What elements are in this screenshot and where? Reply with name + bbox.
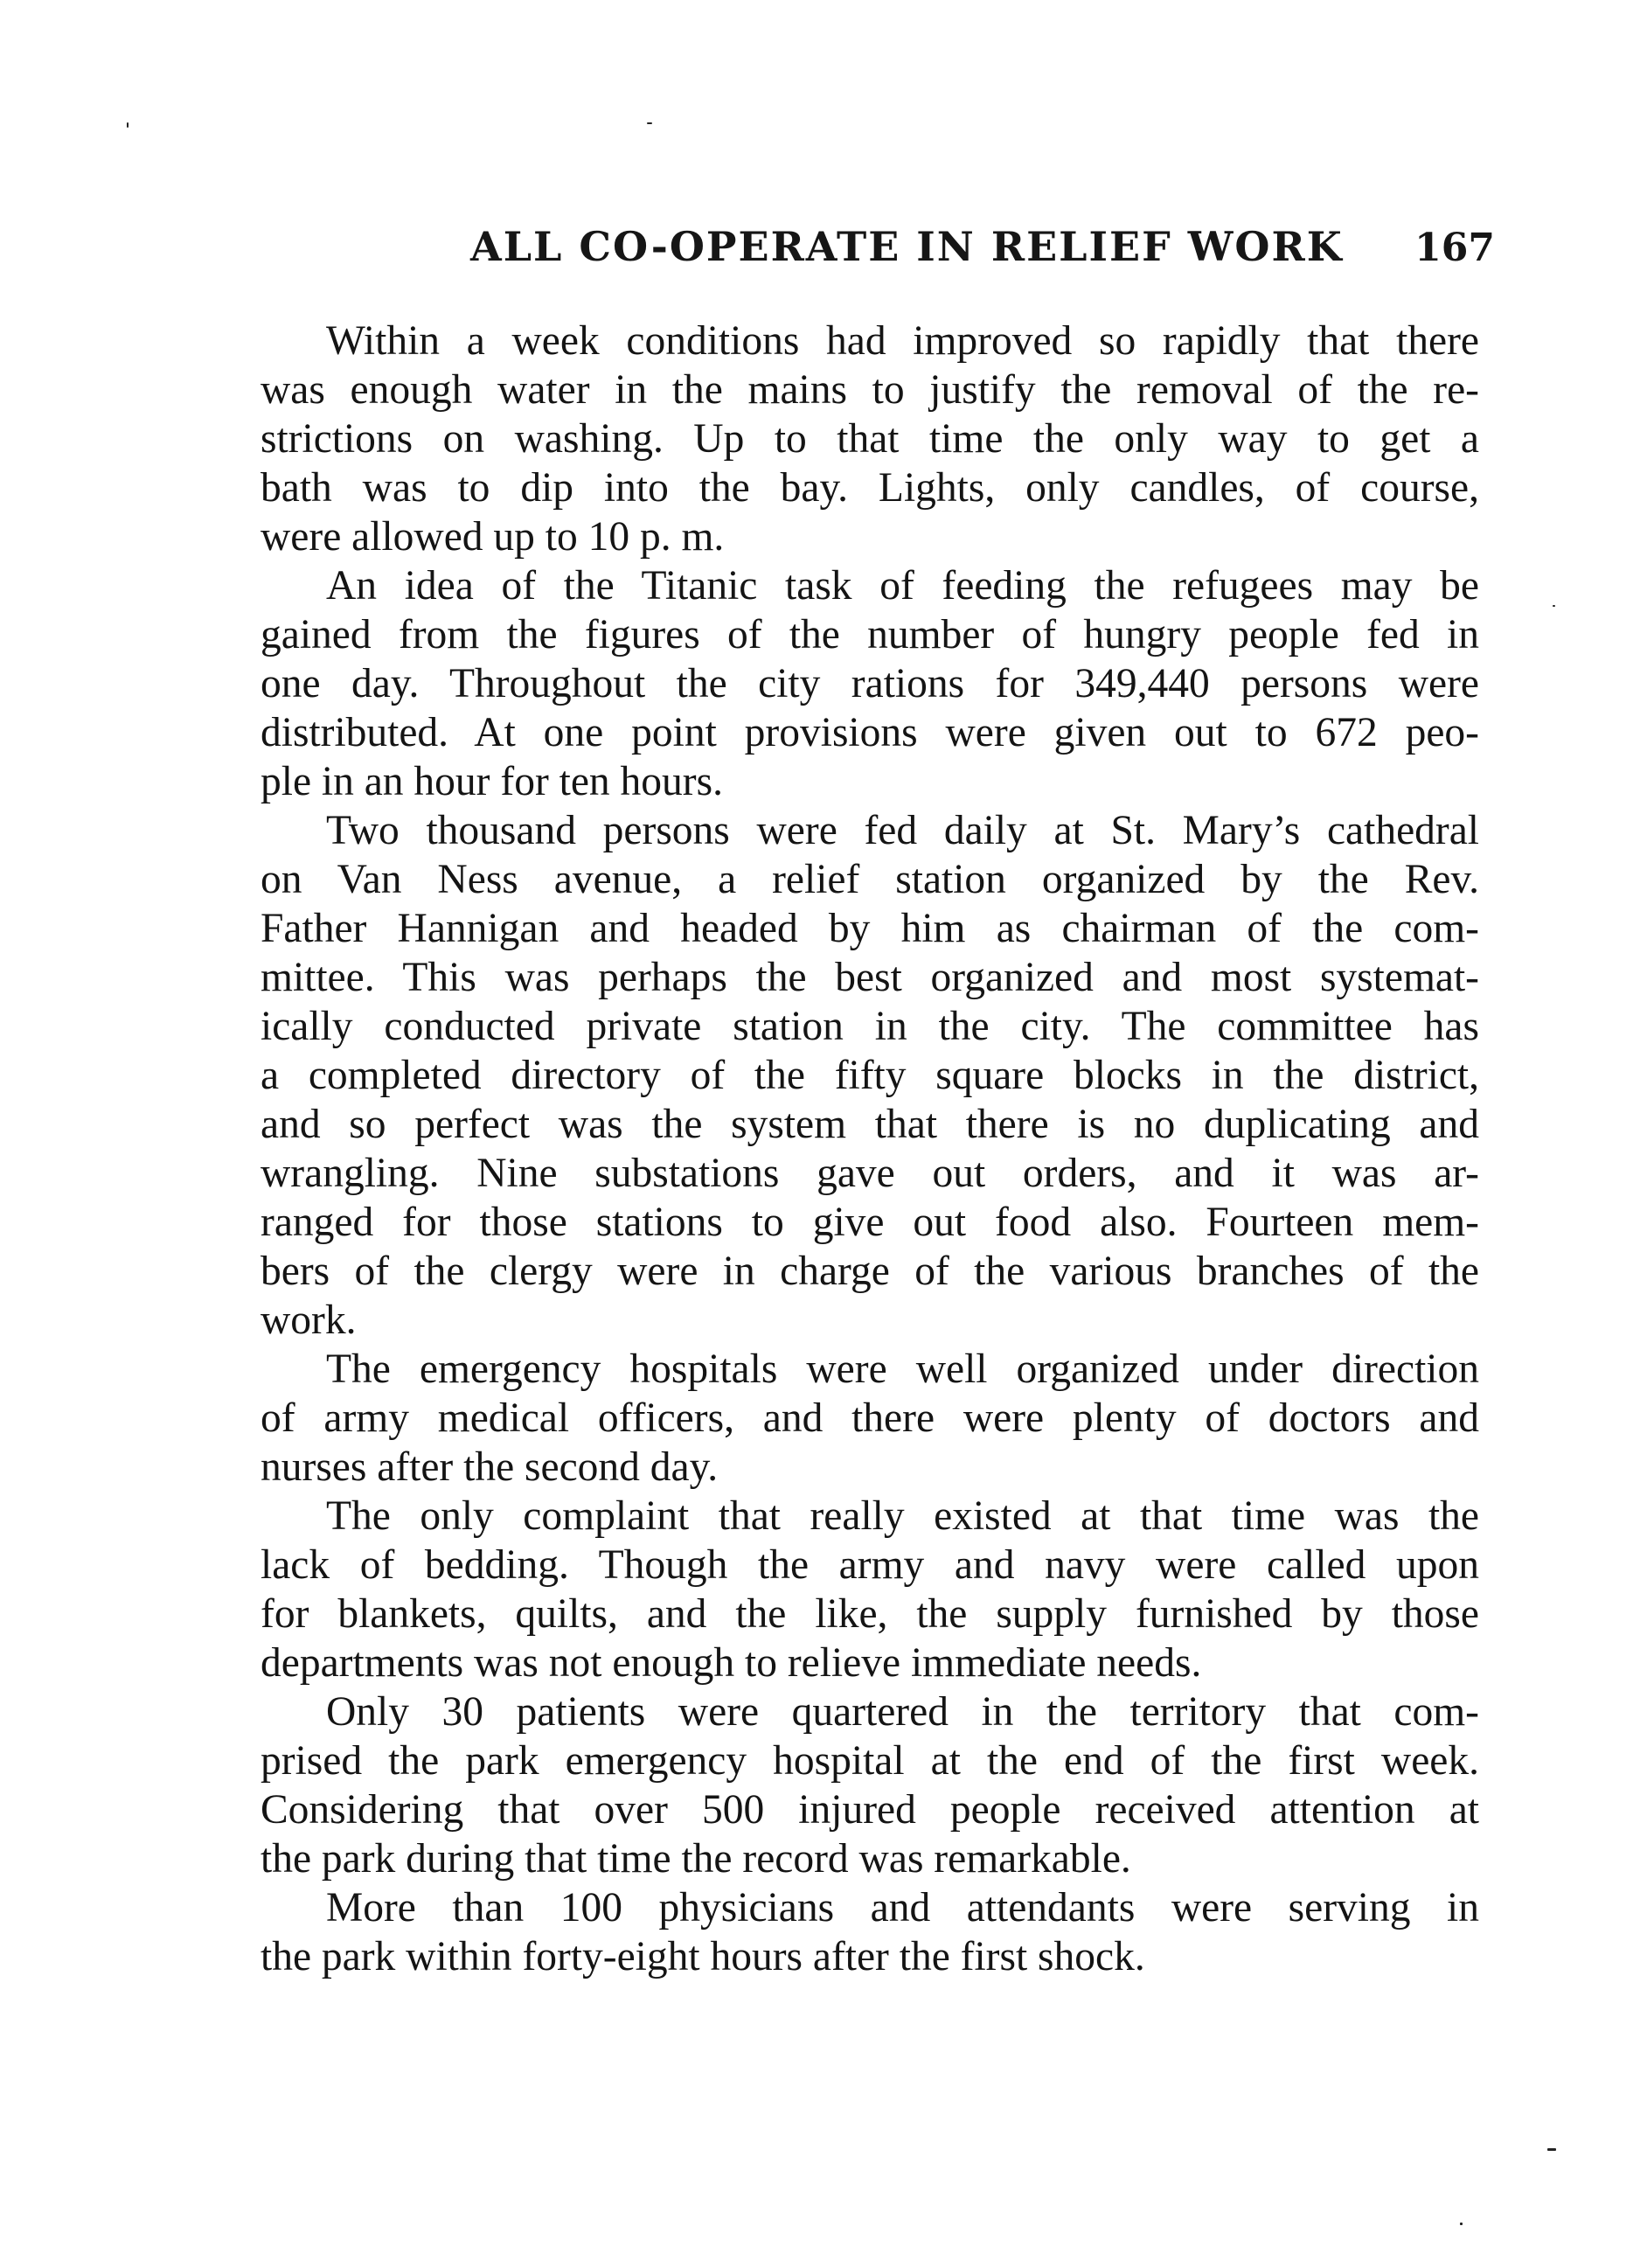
paragraph — [261, 1345, 1479, 1492]
body-text — [261, 317, 1479, 1981]
text-line: work. — [261, 1297, 357, 1343]
scan-speck — [127, 122, 129, 128]
text-line: nurses after the second day. — [261, 1444, 719, 1490]
text-line: bath was to dip into the bay. Lights, only candles, of course, — [261, 465, 1479, 511]
scan-speck — [647, 122, 652, 124]
text-line: the park during that time the record was remarkable. — [261, 1836, 1131, 1882]
text-line: ple in an hour for ten hours. — [261, 759, 723, 804]
paragraph — [261, 1883, 1479, 1981]
text-line: the park within forty-eight hours after the first shock. — [261, 1934, 1145, 1979]
paragraph — [261, 1687, 1479, 1883]
page-number: 167 — [1414, 226, 1495, 270]
paragraph — [261, 317, 1479, 561]
running-title: ALL CO-OPERATE IN RELIEF WORK — [470, 223, 1344, 270]
text-line: prised the park emergency hospital at the end of the first week. — [261, 1738, 1479, 1784]
text-line: Within a week conditions had improved so rapidly that there — [326, 318, 1479, 364]
text-line: bers of the clergy were in charge of the various branches of the — [261, 1249, 1479, 1294]
text-line: The only complaint that really existed at that time was the — [326, 1493, 1479, 1539]
paragraph — [261, 806, 1479, 1345]
text-line: departments was not enough to relieve immediate needs. — [261, 1640, 1202, 1686]
text-line: The emergency hospitals were well organized under direction — [326, 1346, 1479, 1392]
text-line: lack of bedding. Though the army and navy were called upon — [261, 1542, 1479, 1588]
text-line: distributed. At one point provisions were given out to 672 peo- — [261, 710, 1479, 755]
text-line: Considering that over 500 injured people received attention at — [261, 1787, 1479, 1833]
text-line: mittee. This was perhaps the best organized and most systemat- — [261, 955, 1479, 1000]
text-line: Only 30 patients were quartered in the territory that com- — [326, 1689, 1479, 1735]
text-line: of army medical officers, and there were plenty of doctors and — [261, 1395, 1479, 1441]
text-line: Father Hannigan and headed by him as chairman of the com- — [261, 906, 1479, 951]
text-line: and so perfect was the system that there is no duplicating and — [261, 1102, 1479, 1147]
text-line: An idea of the Titanic task of feeding the refugees may be — [326, 563, 1479, 609]
text-line: Two thousand persons were fed daily at St. Mary’s cathedral — [326, 808, 1479, 853]
text-line: on Van Ness avenue, a relief station organized by the Rev. — [261, 857, 1479, 902]
text-line: strictions on washing. Up to that time the only way to get a — [261, 416, 1479, 462]
scan-speck — [1547, 2148, 1556, 2151]
paragraph — [261, 1492, 1479, 1687]
text-line: gained from the figures of the number of hungry people fed in — [261, 612, 1479, 657]
running-head — [261, 219, 1495, 275]
text-line: a completed directory of the fifty square blocks in the district, — [261, 1053, 1479, 1098]
text-line: wrangling. Nine substations gave out orders, and it was ar- — [261, 1151, 1479, 1196]
scan-speck — [1553, 605, 1555, 607]
text-line: one day. Throughout the city rations for 349,440 persons were — [261, 661, 1479, 706]
text-line: More than 100 physicians and attendants were serving in — [326, 1885, 1479, 1931]
text-line: ranged for those stations to give out food also. Fourteen mem- — [261, 1200, 1479, 1245]
text-line: ically conducted private station in the city. The committee has — [261, 1004, 1479, 1049]
text-line: were allowed up to 10 p. m. — [261, 514, 725, 560]
scan-speck — [1460, 2223, 1463, 2225]
text-line: for blankets, quilts, and the like, the supply furnished by those — [261, 1591, 1479, 1637]
paragraph — [261, 561, 1479, 806]
text-line: was enough water in the mains to justify the removal of the re- — [261, 367, 1479, 413]
